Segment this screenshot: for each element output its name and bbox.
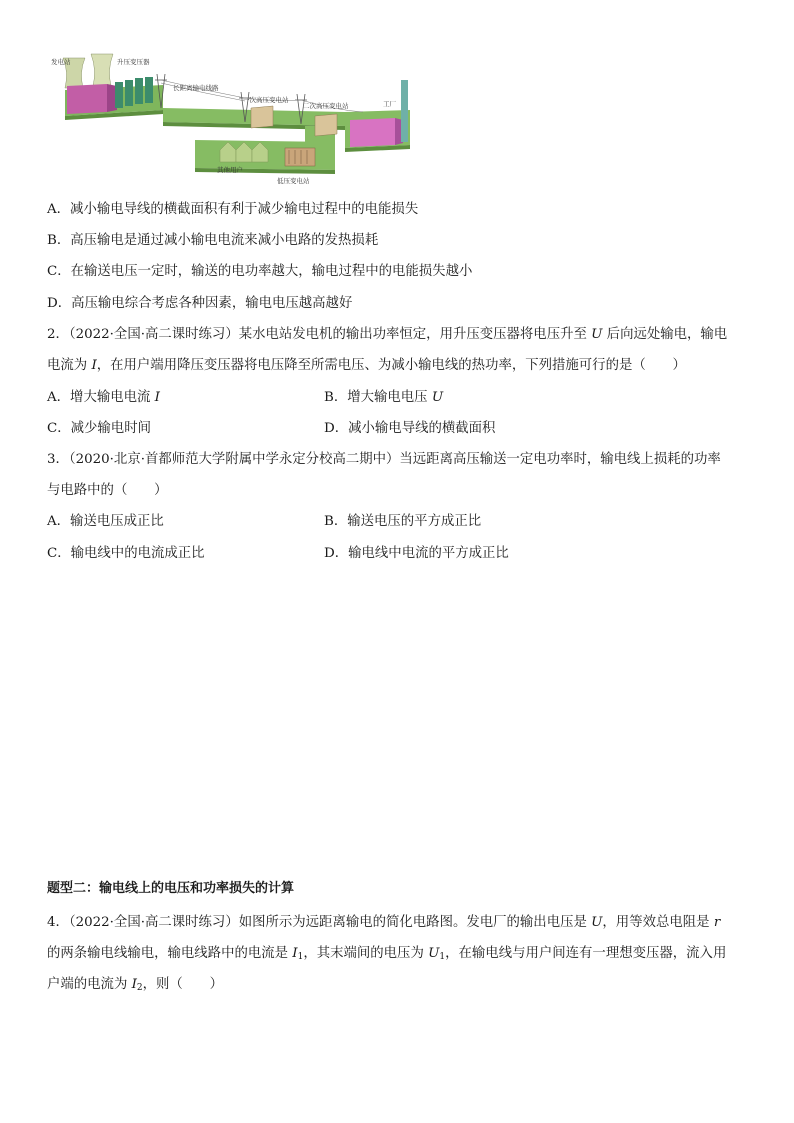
q3-stem-line2: 与电路中的（ ） bbox=[47, 483, 168, 498]
q3-option-b: B．输送电压的平方成正比 bbox=[324, 514, 482, 529]
q3-option-c: C．输电线中的电流成正比 bbox=[47, 546, 205, 561]
q1-option-b: B．高压输电是通过减小输电电流来减小电路的发热损耗 bbox=[47, 233, 379, 248]
q4-stem-line1: 4．（2022·全国·高二课时练习）如图所示为远距离输电的简化电路图。发电厂的输出电压是 U，用等效总电阻是 r bbox=[47, 915, 721, 930]
label-long-line: 长距离输电线路 bbox=[173, 84, 219, 92]
q3-option-a: A．输送电压成正比 bbox=[47, 514, 164, 529]
q3-stem-line1: 3．（2020·北京·首都师范大学附属中学永定分校高二期中）当远距离高压输送一定电功率时，输电线上损耗的功率 bbox=[47, 452, 721, 467]
label-low-voltage: 低压变电站 bbox=[277, 177, 310, 185]
q1-option-d: D．高压输电综合考虑各种因素，输电电压越高越好 bbox=[47, 296, 353, 311]
q1-option-c: C．在输送电压一定时，输送的电功率越大，输电过程中的电能损失越小 bbox=[47, 264, 473, 279]
label-substation-1: 一次高压变电站 bbox=[243, 96, 289, 104]
q4-stem-line3: 户端的电流为 $I_2$，则（ ） bbox=[47, 977, 223, 993]
q3-option-d: D．输电线中电流的平方成正比 bbox=[324, 546, 509, 561]
label-other-users: 其他用户 bbox=[217, 166, 243, 174]
section-heading: 题型二：输电线上的电压和功率损失的计算 bbox=[47, 881, 295, 896]
q2-option-b: B．增大输电电压 U bbox=[324, 390, 444, 405]
q2-option-c: C．减少输电时间 bbox=[47, 421, 151, 436]
q2-stem-line1: 2．（2022·全国·高二课时练习）某水电站发电机的输出功率恒定，用升压变压器将电压升至 U 后向远处输电，输电 bbox=[47, 327, 728, 342]
q2-option-d: D．减小输电导线的横截面积 bbox=[324, 421, 496, 436]
q2-option-a: A．增大输电电流 I bbox=[47, 390, 160, 405]
label-factory: 工厂 bbox=[383, 100, 396, 108]
q1-option-a: A．减小输电导线的横截面积有利于减少输电过程中的电能损失 bbox=[47, 202, 419, 217]
power-transmission-figure bbox=[45, 50, 430, 192]
q4-stem-line2: 的两条输电线输电，输电线路中的电流是 $I_1$，其末端间的电压为 $U_1$，在输电线与用户间连有一理想变压器，流入用 bbox=[47, 946, 727, 962]
q2-stem-line2: 电流为 I，在用户端用降压变压器将电压降至所需电压、为减小输电线的热功率，下列措施可行的是（ ） bbox=[47, 358, 686, 373]
label-substation-2: 二次高压变电站 bbox=[303, 102, 349, 110]
label-power-station: 发电站 bbox=[51, 58, 71, 66]
label-step-up-transformer: 升压变压器 bbox=[117, 58, 150, 66]
